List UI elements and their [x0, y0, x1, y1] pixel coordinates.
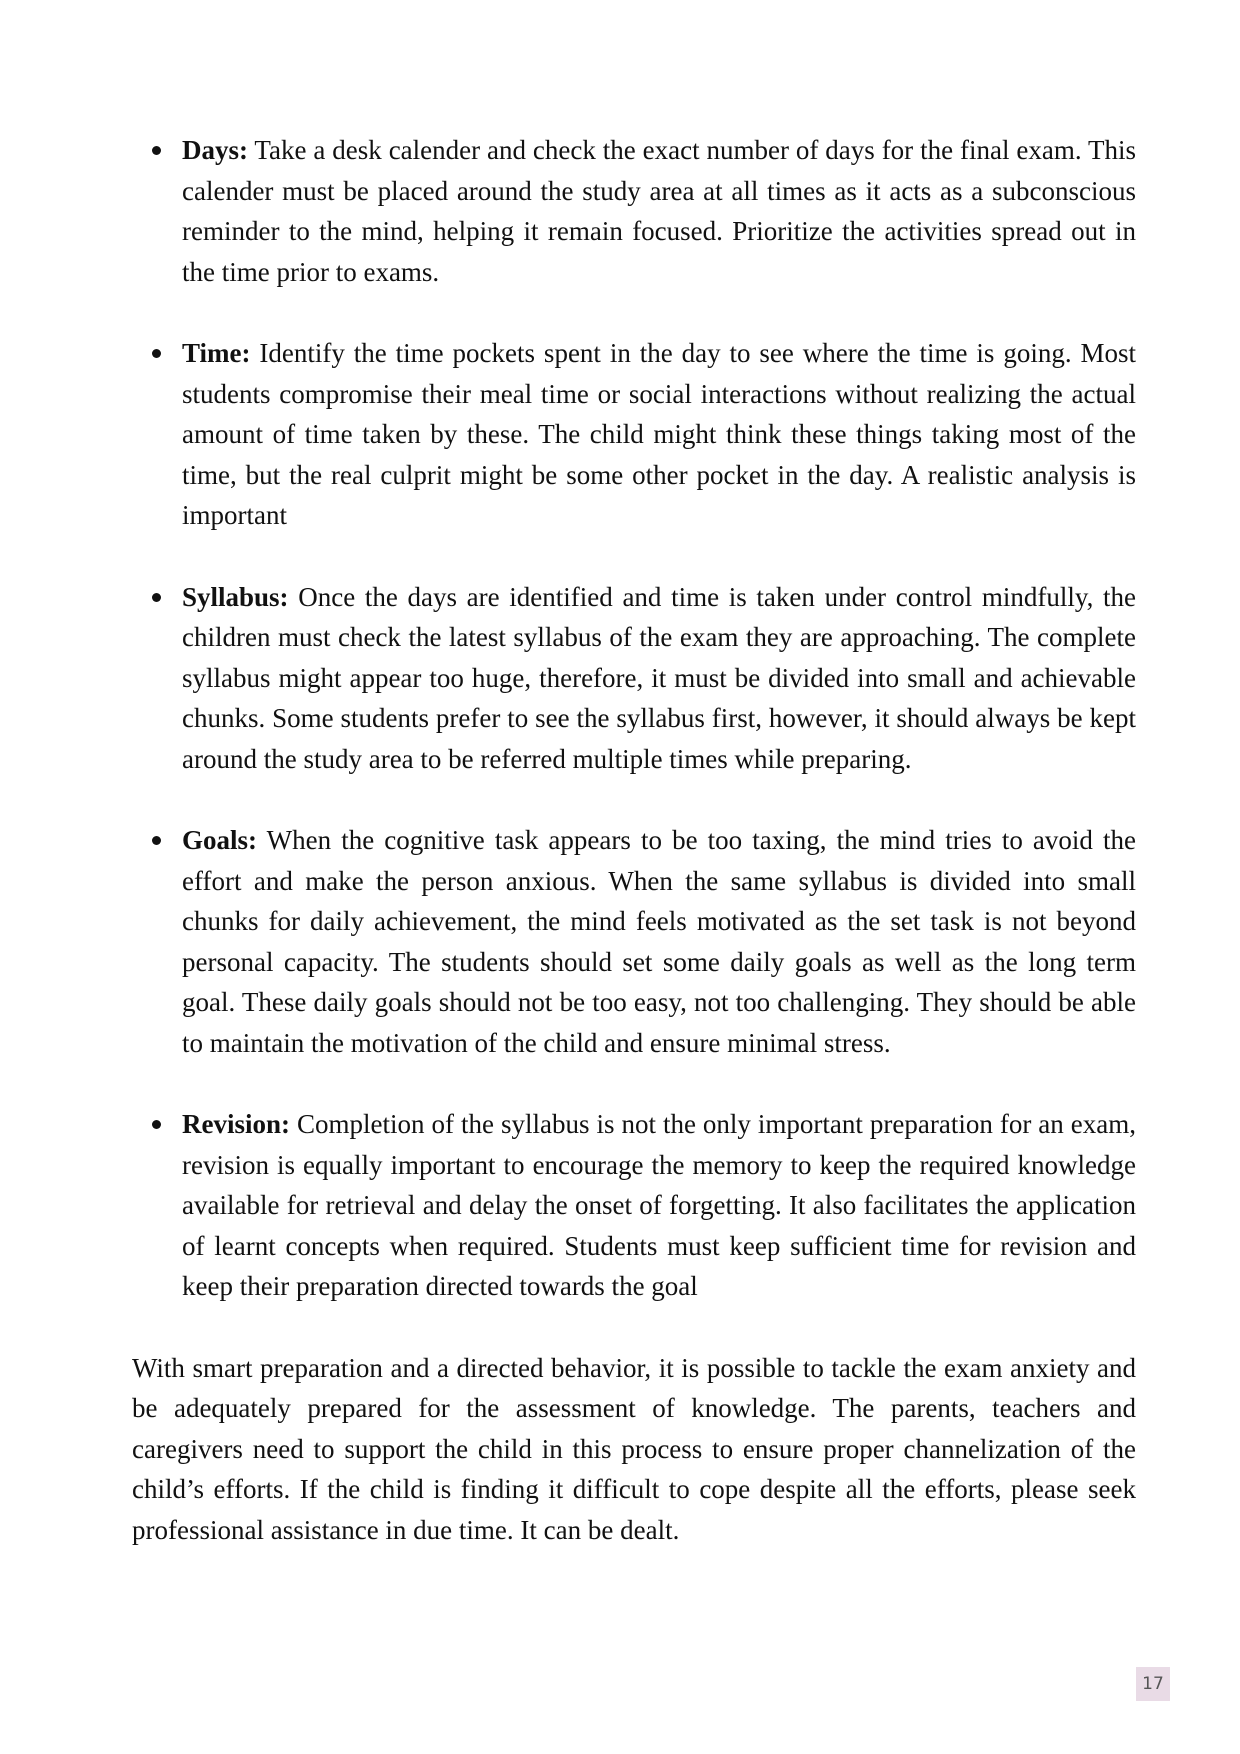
bullet-dot-icon: [152, 349, 161, 358]
list-item-term: Time:: [182, 338, 251, 368]
bullet-dot-icon: [152, 593, 161, 602]
list-item-text: Identify the time pockets spent in the day to see where the time is going. Most students compromise their meal time or social interactions without realizing the actual amount of time taken by these. The child might think these things taking most of the time, but the real culprit might be some other pocket in the day. A realistic analysis is important: [182, 338, 1136, 530]
list-item-days: [132, 130, 1136, 292]
tips-list: [132, 130, 1136, 1307]
bullet-dot-icon: [152, 836, 161, 845]
list-item-term: Goals:: [182, 825, 258, 855]
list-item-goals: [132, 820, 1136, 1063]
list-item-syllabus: [132, 577, 1136, 780]
list-item-term: Syllabus:: [182, 581, 289, 612]
page-content: [132, 130, 1136, 1550]
list-item-text: Once the days are identified and time is taken under control mindfully, the children must check the latest syllabus of the exam they are approaching. The complete syllabus might appear too huge, therefore, it must be divided into small and achievable chunks. Some students prefer to see the syllabus first, however, it should always be kept around the study area to be referred multiple times while preparing.: [182, 581, 1137, 774]
list-item-time: [132, 333, 1136, 536]
list-item-text: Completion of the syllabus is not the only important preparation for an exam, revision is equally important to encourage the memory to keep the required knowledge available for retrieval and delay the onset of forgetting. It also facilitates the application of learnt concepts when required. Students must keep sufficient time for revision and keep their preparation directed towards the goal: [182, 1109, 1137, 1301]
list-item-term: Days:: [182, 135, 248, 165]
closing-paragraph: With smart preparation and a directed behavior, it is possible to tackle the exam anxiety and be adequately prepared for the assessment of knowledge. The parents, teachers and caregivers need to support the child in this process to ensure proper channelization of the child’s efforts. If the child is finding it difficult to cope despite all the efforts, please seek professional assistance in due time. It can be dealt.: [132, 1352, 1136, 1545]
bullet-dot-icon: [152, 146, 161, 155]
list-item-term: Revision:: [182, 1109, 290, 1139]
bullet-dot-icon: [152, 1120, 161, 1129]
list-item-text: When the cognitive task appears to be too taxing, the mind tries to avoid the effort and make the person anxious. When the same syllabus is divided into small chunks for daily achievement, the mind feels motivated as the set task is not beyond personal capacity. The students should set some daily goals as well as the long term goal. These daily goals should not be too easy, not too challenging. They should be able to maintain the motivation of the child and ensure minimal stress.: [182, 825, 1136, 1058]
list-item-text: Take a desk calender and check the exact number of days for the final exam. This calender must be placed around the study area at all times as it acts as a subconscious reminder to the mind, helping it remain focused. Prioritize the activities spread out in the time prior to exams.: [182, 135, 1136, 287]
page-number: 17: [1136, 1667, 1170, 1701]
list-item-revision: [132, 1104, 1136, 1307]
